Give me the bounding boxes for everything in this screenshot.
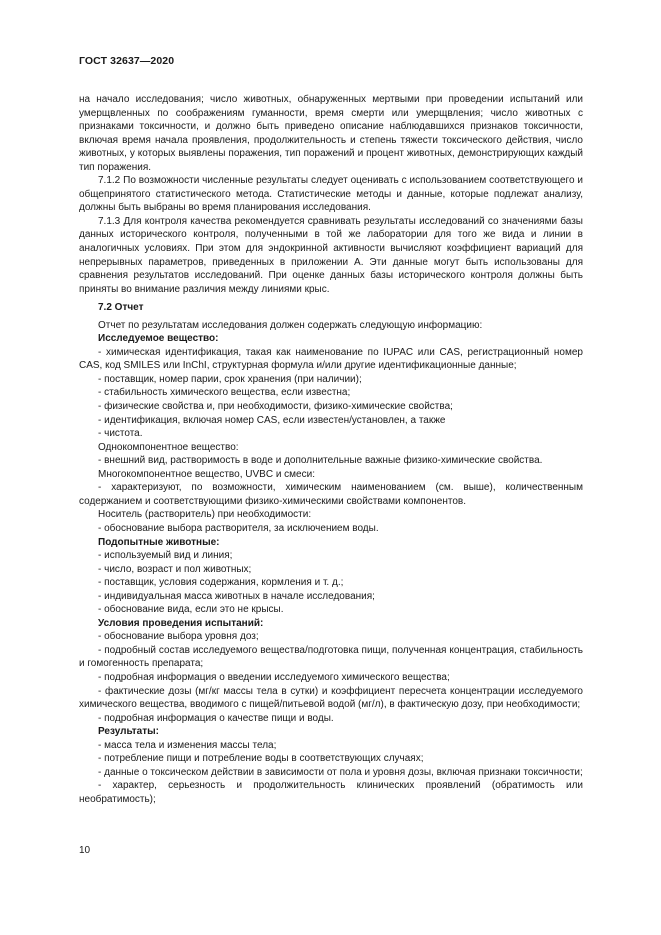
list-item: - обоснование выбора растворителя, за исключением воды. [98, 522, 379, 534]
list-item: - поставщик, номер парии, срок хранения (при наличии); [98, 373, 362, 385]
list-item: - данные о токсическом действии в зависимости от пола и уровня дозы, включая признаки токсичности; [98, 766, 583, 778]
subheading-carrier: Носитель (растворитель) при необходимости: [98, 509, 312, 521]
list-item: - подробная информация о введении исследуемого химического вещества; [98, 671, 450, 683]
page-number: 10 [79, 845, 91, 856]
section-heading-7-2: 7.2 Отчет [98, 302, 144, 314]
list-item: - характеризуют, по возможности, химическим наименованием (см. выше), количественным содержанием и соответствующими физико-химическими свойствами компонентов. [79, 482, 583, 507]
paragraph-continuation: на начало исследования; число животных, обнаруженных мертвыми при проведении испытаний или умерщвленных по соображениям гуманности, время смерти или умерщвления; число животных с признаками токсичности, и должно быть приведено описание наблюдавшихся признаков токсичности, включая время начала проявления, продолжительность и степень тяжести токсического действия, число животных, у которых выявлены поражения, тип поражений и процент животных, демонстрирующих каждый тип поражения. [79, 94, 583, 173]
paragraph-7-1-2: 7.1.2 По возможности численные результаты следует оценивать с использованием соответствующего и общепринятого статистического метода. Статистические методы и данные, которые подлежат анализу, должны быть выбраны во время планирования исследования. [79, 175, 583, 214]
list-item: - масса тела и изменения массы тела; [98, 739, 277, 751]
list-item: - идентификация, включая номер CAS, если известен/установлен, а также [98, 414, 446, 426]
list-item: - поставщик, условия содержания, кормления и т. д.; [98, 577, 344, 589]
list-item: - индивидуальная масса животных в начале исследования; [98, 590, 375, 602]
heading-results: Результаты: [98, 726, 159, 738]
report-intro: Отчет по результатам исследования должен содержать следующую информацию: [98, 319, 483, 331]
list-item: - подробный состав исследуемого вещества/подготовка пищи, полученная концентрация, стабильность и гомогенность препарата; [79, 644, 583, 670]
subheading-mono-component: Однокомпонентное вещество: [98, 441, 239, 453]
heading-test-conditions: Условия проведения испытаний: [98, 617, 264, 629]
document-body [79, 93, 583, 806]
list-item: - внешний вид, растворимость в воде и дополнительные важные физико-химические свойства. [98, 455, 543, 467]
list-item: - фактические дозы (мг/кг массы тела в сутки) и коэффициент пересчета концентрации исследуемого химического вещества, вводимого с пищей/питьевой водой (мг/л), в фактическую дозу, при необходимости; [79, 685, 583, 711]
heading-test-animals: Подопытные животные: [98, 536, 220, 548]
list-item: - характер, серьезность и продолжительность клинических проявлений (обратимость или необратимость); [79, 780, 583, 805]
list-item: - подробная информация о качестве пищи и воды. [98, 712, 334, 724]
list-item: - физические свойства и, при необходимости, физико-химические свойства; [98, 401, 453, 413]
document-header: ГОСТ 32637—2020 [79, 55, 175, 67]
list-item: - чистота. [98, 428, 143, 440]
list-item: - стабильность химического вещества, если известна; [98, 387, 351, 399]
list-item: - число, возраст и пол животных; [98, 563, 252, 575]
list-item: - используемый вид и линия; [98, 550, 233, 562]
list-item: - потребление пищи и потребление воды в соответствующих случаях; [98, 753, 424, 765]
list-item: - обоснование выбора уровня доз; [98, 631, 259, 643]
heading-test-substance: Исследуемое вещество: [98, 333, 219, 345]
list-item: - обоснование вида, если это не крысы. [98, 604, 284, 616]
list-item: - химическая идентификация, такая как наименование по IUPAC или CAS, регистрационный номер CAS, код SMILES или InChI, структурная формула и/или другие идентификационные данные; [79, 346, 583, 372]
subheading-multi-component: Многокомпонентное вещество, UVBC и смеси: [98, 468, 315, 480]
paragraph-7-1-3: 7.1.3 Для контроля качества рекомендуется сравнивать результаты исследований со значениями базы данных исторического контроля, полученными в той же лаборатории для того же вида и линии в аналогичных условиях. При этом для эндокринной активности вычисляют коэффициент вариаций для непрерывных параметров, приведенных в приложении А. Эти данные могут быть использованы для сравнения результатов исследований. При оценке данных базы исторического контроля должны быть приняты во внимание различия между линиями крыс. [79, 215, 583, 295]
